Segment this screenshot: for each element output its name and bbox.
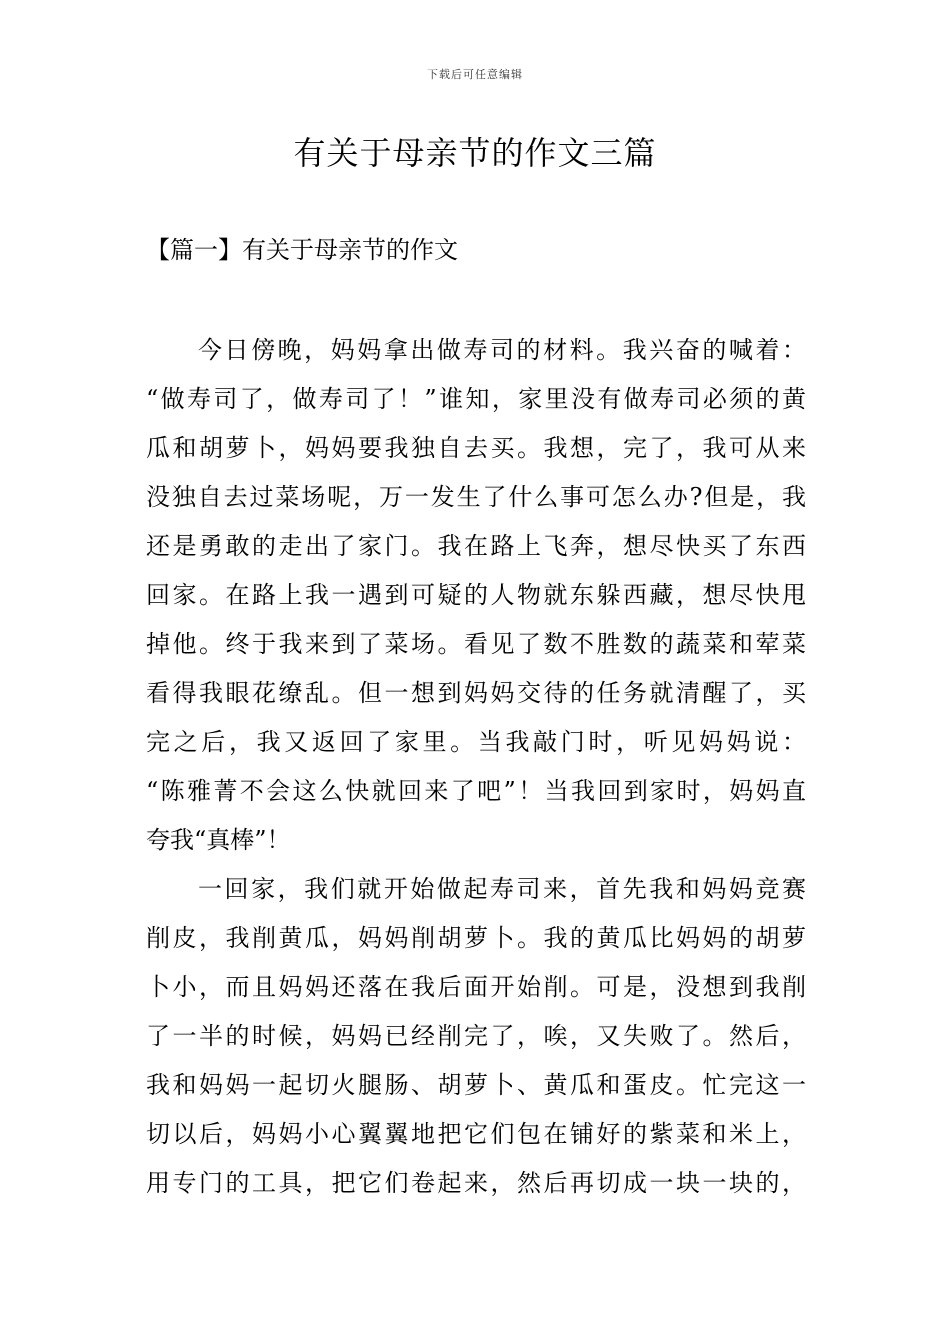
- header-note: 下载后可任意编辑: [427, 68, 523, 81]
- text-line: 看得我眼花缭乱。但一想到妈妈交待的任务就清醒了，买: [146, 679, 806, 707]
- text-line: 一回家，我们就开始做起寿司来，首先我和妈妈竞赛: [198, 875, 806, 903]
- text-line: 切以后，妈妈小心翼翼地把它们包在铺好的紫菜和米上，: [146, 1120, 806, 1148]
- text-line: 瓜和胡萝卜，妈妈要我独自去买。我想，完了，我可从来: [146, 434, 806, 462]
- text-line: 卜小，而且妈妈还落在我后面开始削。可是，没想到我削: [146, 973, 806, 1001]
- text-line: “做寿司了，做寿司了！”谁知，家里没有做寿司必须的黄: [146, 385, 806, 413]
- text-line: 还是勇敢的走出了家门。我在路上飞奔，想尽快买了东西: [146, 532, 806, 560]
- text-line: 用专门的工具，把它们卷起来，然后再切成一块一块的，: [146, 1169, 806, 1197]
- text-line: 回家。在路上我一遇到可疑的人物就东躲西藏，想尽快甩: [146, 581, 806, 609]
- section-heading: 【篇一】有关于母亲节的作文: [146, 236, 458, 264]
- essay-body: [146, 330, 806, 1212]
- text-line: 今日傍晚，妈妈拿出做寿司的材料。我兴奋的喊着：: [198, 336, 806, 364]
- text-line: 完之后，我又返回了家里。当我敲门时，听见妈妈说：: [146, 728, 806, 756]
- text-line: 夸我“真棒”！: [146, 826, 291, 854]
- text-line: 我和妈妈一起切火腿肠、胡萝卜、黄瓜和蛋皮。忙完这一: [146, 1071, 806, 1099]
- document-title: 有关于母亲节的作文三篇: [293, 134, 657, 172]
- text-line: 掉他。终于我来到了菜场。看见了数不胜数的蔬菜和荤菜: [146, 630, 806, 658]
- text-line: 没独自去过菜场呢，万一发生了什么事可怎么办?但是，我: [146, 483, 806, 511]
- text-line: 削皮，我削黄瓜，妈妈削胡萝卜。我的黄瓜比妈妈的胡萝: [146, 924, 806, 952]
- text-line: “陈雅菁不会这么快就回来了吧”！当我回到家时，妈妈直: [146, 777, 806, 805]
- text-line: 了一半的时候，妈妈已经削完了，唉，又失败了。然后，: [146, 1022, 806, 1050]
